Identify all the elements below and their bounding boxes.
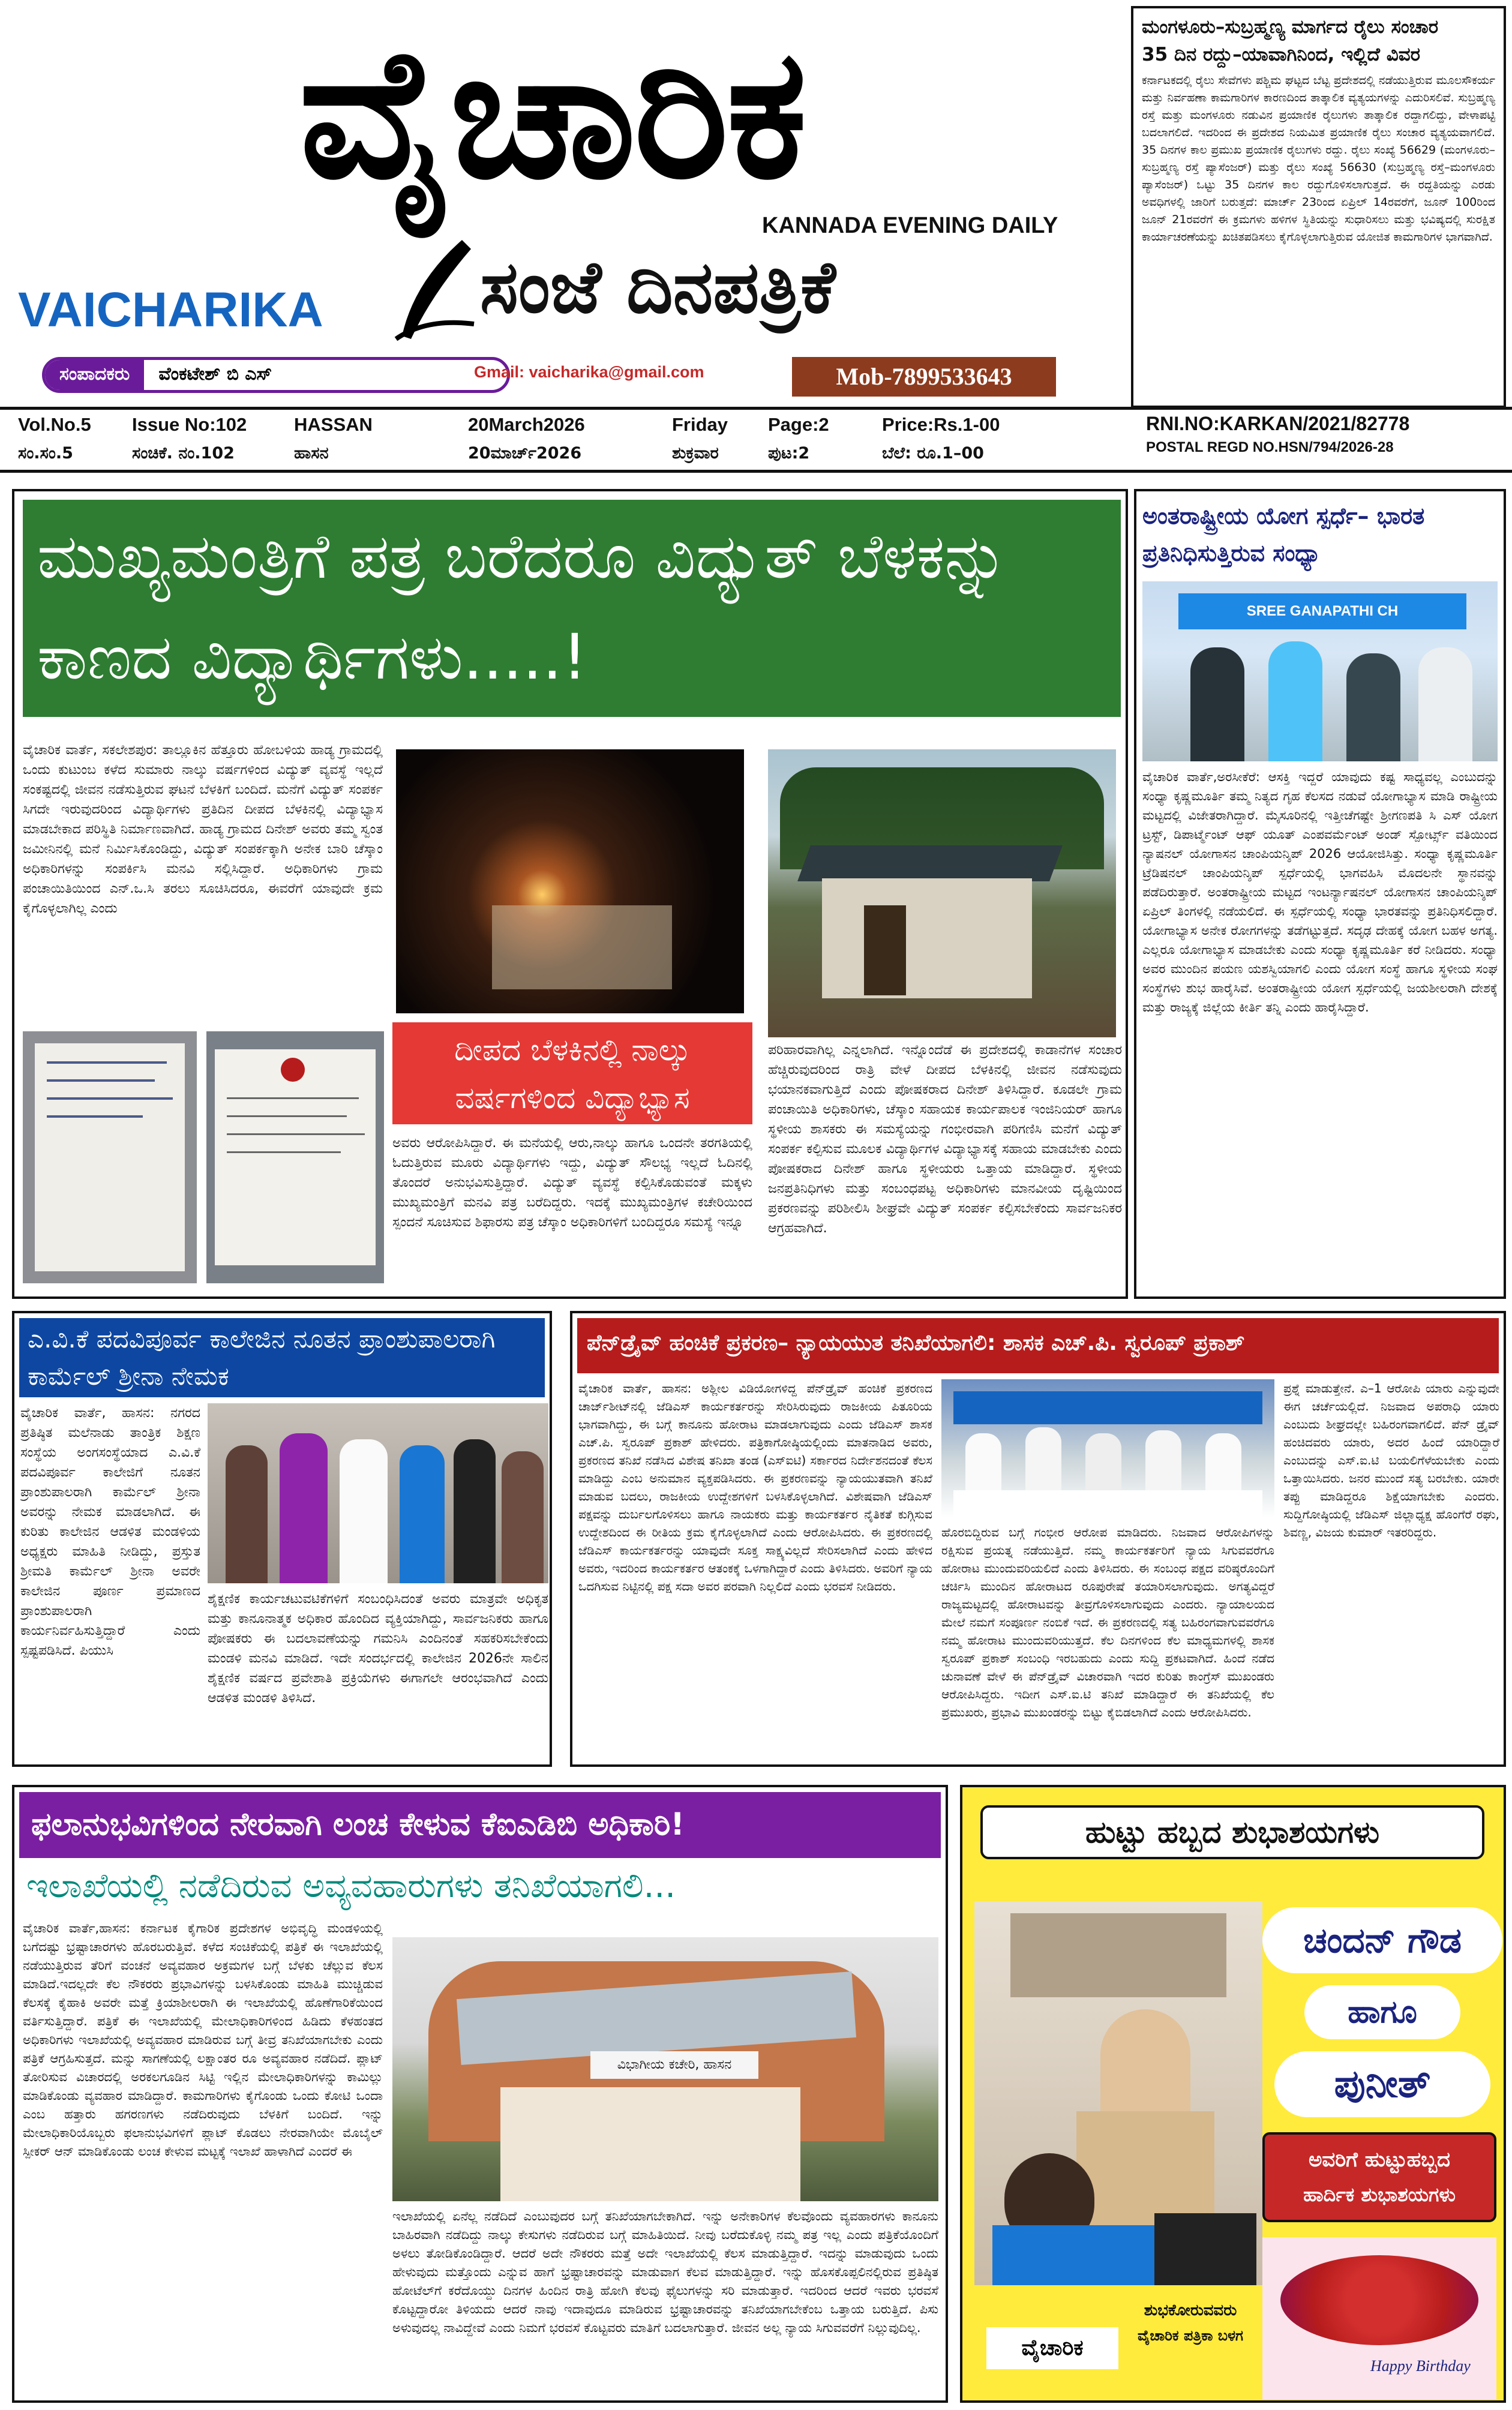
vol-kn: ಸಂ.ಸಂ.5 [18,444,73,463]
college-headline: ಎ.ವಿ.ಕೆ ಪದವಿಪೂರ್ವ ಕಾಲೇಜಿನ ನೂತನ ಪ್ರಾಂಶುಪಾಲರಾಗಿ ಕಾರ್ಮೆಲ್ ಶ್ರೀನಾ ನೇಮಕ [19,1318,545,1397]
date-en: 20March2026 [468,414,585,435]
birthday-name-1: ಚಂದನ್ ಗೌಡ [1262,1907,1502,1973]
masthead-title: ವೈಚಾರಿಕ [299,9,805,218]
birthday-footer [1112,2297,1268,2348]
press-meet-photo [941,1379,1274,1517]
issue-bar-rule-bottom [0,470,1512,473]
birthday-footer-2: ವೈಚಾರಿಕ ಪತ್ರಿಕಾ ಬಳಗ [1137,2327,1244,2344]
email: Gmail: vaicharika@gmail.com [474,363,704,381]
editor-badge [42,357,510,393]
yoga-story [1134,489,1506,1299]
college-col-1: ವೈಚಾರಿಕ ವಾರ್ತೆ, ಹಾಸನ: ನಗರದ ಪ್ರತಿಷ್ಠಿತ ಮಲೆನಾಡು ತಾಂತ್ರಿಕ ಶಿಕ್ಷಣ ಸಂಸ್ಥೆಯ ಅಂಗಸಂಸ್ಥೆಯಾದ ಎ.ವಿ.ಕೆ ಪದವಿಪೂರ್ವ ಕಾಲೇಜಿಗೆ ನೂತನ ಪ್ರಾಂಶುಪಾಲರಾಗಿ ಕಾರ್ಮೆಲ್ ಶ್ರೀನಾ ಅವರನ್ನು ನೇಮಕ ಮಾಡಲಾಗಿದೆ. ಈ ಕುರಿತು ಕಾಲೇಜಿನ ಆಡಳಿತ ಮಂಡಳಿಯ ಅಧ್ಯಕ್ಷರು ಮಾಹಿತಿ ನೀಡಿದ್ದು, ಪ್ರಸ್ತುತ ಶ್ರೀಮತಿ ಕಾರ್ಮೆಲ್ ಶ್ರೀನಾ ಅವರೇ ಕಾಲೇಜಿನ ಪೂರ್ಣ ಪ್ರಮಾಣದ ಪ್ರಾಂಶುಪಾಲರಾಗಿ ಕಾರ್ಯನಿರ್ವಹಿಸುತ್ತಿದ್ದಾರೆ ಎಂದು ಸ್ಪಷ್ಟಪಡಿಸಿದೆ. ಪಿಯುಸಿ [20,1406,200,1658]
place-en: HASSAN [294,414,373,435]
college-story [12,1311,552,1767]
masthead-latin-name: VAICHARIKA [18,283,323,337]
yoga-body: ವೈಚಾರಿಕ ವಾರ್ತೆ,ಅರಸೀಕೆರೆ: ಆಸಕ್ತಿ ಇದ್ದರೆ ಯಾವುದು ಕಷ್ಟ ಸಾಧ್ಯವಲ್ಲ ಎಂಬುದನ್ನು ಸಂಧ್ಯಾ ಕೃಷ್ಣಮೂರ್ತಿ ತಮ್ಮ ನಿತ್ಯದ ಗೃಹ ಕೆಲಸದ ನಡುವೆ ಯೋಗಾಭ್ಯಾಸ ಮಾಡಿ ರಾಷ್ಟ್ರೀಯ ಮಟ್ಟದಲ್ಲಿ ವಿಜೇತರಾಗಿದ್ದಾರೆ. ಮೈಸೂರಿನಲ್ಲಿ ಇತ್ತೀಚೆಗಷ್ಟೇ ಶ್ರೀಗಣಪತಿ ಸಿ ಎಸ್ ಯೋಗ ಟ್ರಸ್ಟ್, ಡಿಪಾರ್ಟ್ಮೆಂಟ್ ಆಫ್ ಯೂತ್ ಎಂಪವರ್ಮೆಂಟ್ ಅಂಡ್ ಸ್ಪೋರ್ಟ್ಸ್ ವತಿಯಿಂದ ನ್ಯಾಷನಲ್ ಯೋಗಾಸನ ಚಾಂಪಿಯನ್ಶಿಪ್ 2026 ಆಯೋಜಿಸಿತ್ತು. ಸಂಧ್ಯಾ ಕೃಷ್ಣಮೂರ್ತಿ ಟ್ರೆಡಿಷನಲ್ ಚಾಂಪಿಯನ್ಶಿಪ್ ಸ್ಪರ್ಧೆಯಲ್ಲಿ ಭಾಗವಹಿಸಿ ಮೊದಲನೇ ಸ್ಥಾನವನ್ನು ಪಡೆದಿರುತ್ತಾರೆ. ಅಂತರಾಷ್ಟ್ರೀಯ ಮಟ್ಟದ ಇಂಟರ್ನ್ಯಾಷನಲ್ ಯೋಗಾಸನ ಚಾಂಪಿಯನ್ಶಿಪ್ ಏಪ್ರಿಲ್ ತಿಂಗಳಲ್ಲಿ ನಡೆಯಲಿದೆ. ಈ ಸ್ಪರ್ಧೆಯಲ್ಲಿ ಸಂಧ್ಯಾ ಭಾರತವನ್ನು ಪ್ರತಿನಿಧಿಸಲಿದ್ದಾರೆ. ಯೋಗಾಭ್ಯಾಸ ಅನೇಕ ರೋಗಗಳನ್ನು ತಡೆಗಟ್ಟುತ್ತದೆ. ಸದೃಢ ದೇಹಕ್ಕೆ ಯೋಗ ಬಹಳ ಅಗತ್ಯ. ಎಲ್ಲರೂ ಯೋಗಾಭ್ಯಾಸ ಮಾಡಬೇಕು ಎಂದು ಸಂಧ್ಯಾ ಕೃಷ್ಣಮೂರ್ತಿ ಕರೆ ನೀಡಿದರು. ಸಂಧ್ಯಾ ಅವರ ಮುಂದಿನ ಪಯಣ ಯಶಸ್ವಿಯಾಗಲಿ ಎಂದು ಯೋಗ ಸಂಸ್ಥೆ ಹಾಗೂ ಸ್ಥಳೀಯ ಸಂಘ ಸಂಸ್ಥೆಗಳು ಶುಭ ಹಾರೈಸಿವೆ. ಅಂತರಾಷ್ಟ್ರೀಯ ಯೋಗ ಸ್ಪರ್ಧೆಯಲ್ಲಿ ಜಯಶೀಲರಾಗಿ ದೇಶಕ್ಕೆ ಮತ್ತು ರಾಜ್ಯಕ್ಕೆ ಜಿಲ್ಲೆಯ ಕೀರ್ತಿ ತನ್ನಿ ಎಂದು ಹಾರೈಸಿದ್ದಾರೆ. [1142,770,1498,1015]
vol-en: Vol.No.5 [18,414,91,435]
kiadb-office-photo [392,1937,938,2201]
pendrive-col-3: ಪ್ರಶ್ನೆ ಮಾಡುತ್ತೇನೆ. ಎ–1 ಆರೋಪಿ ಯಾರು ಎನ್ನುವುದೇ ಈಗ ಚರ್ಚೆಯಲ್ಲಿದೆ. ನಿಜವಾದ ಅಪರಾಧಿ ಯಾರು ಎಂಬುದು ಶೀಘ್ರದಲ್ಲೇ ಬಹಿರಂಗವಾಗಲಿದೆ. ಪೆನ್ ಡ್ರೈವ್ ಹಂಚಿದವರು ಯಾರು, ಅದರ ಹಿಂದೆ ಯಾರಿದ್ದಾರೆ ಎಂಬುದನ್ನು ಎಸ್.ಐ.ಟಿ ಬಯಲಿಗೆಳೆಯಬೇಕು ಎಂದು ಒತ್ತಾಯಿಸಿದರು. ಜನರ ಮುಂದೆ ಸತ್ಯ ಬರಬೇಕು. ಯಾರೇ ತಪ್ಪು ಮಾಡಿದ್ದರೂ ಶಿಕ್ಷೆಯಾಗಬೇಕು ಎಂದರು. ಸುದ್ದಿಗೋಷ್ಠಿಯಲ್ಲಿ ಜೆಡಿಎಸ್ ಜಿಲ್ಲಾಧ್ಯಕ್ಷ ಹೊಂಗೆರೆ ರಘು, ಶಿವಣ್ಣ, ವಿಜಯ ಕುಮಾರ್ ಇತರರಿದ್ದರು. [1283,1381,1499,1539]
letter-photo-1 [23,1031,197,1283]
rni-number: RNI.NO:KARKAN/2021/82778 [1146,413,1410,434]
kiadb-headline: ಫಲಾನುಭವಿಗಳಿಂದ ನೇರವಾಗಿ ಲಂಚ ಕೇಳುವ ಕೆಐಎಡಿಬಿ ಅಧಿಕಾರಿ! [19,1792,941,1858]
price-en: Price:Rs.1-00 [882,414,1000,435]
lead-headline: ಮುಖ್ಯಮಂತ್ರಿಗೆ ಪತ್ರ ಬರೆದರೂ ವಿದ್ಯುತ್ ಬೆಳಕನ್ನು ಕಾಣದ ವಿದ್ಯಾರ್ಥಿಗಳು.....! [23,500,1121,717]
postal-reg: POSTAL REGD NO.HSN/794/2026-28 [1146,439,1394,455]
price-kn: ಬೆಲೆ: ರೂ.1–00 [882,444,984,463]
pen-logo-icon [390,228,480,342]
birthday-footer-1: ಶುಭಕೋರುವವರು [1144,2301,1237,2319]
date-kn: 20ಮಾರ್ಚ್2026 [468,444,582,463]
lead-photo-caption: ದೀಪದ ಬೆಳಕಿನಲ್ಲಿ ನಾಲ್ಕು ವರ್ಷಗಳಿಂದ ವಿದ್ಯಾಭ್ಯಾಸ [392,1022,752,1124]
top-news-body: ಕರ್ನಾಟಕದಲ್ಲಿ ರೈಲು ಸೇವೆಗಳು ಪಶ್ಚಿಮ ಘಟ್ಟದ ಬೆಟ್ಟ ಪ್ರದೇಶದಲ್ಲಿ ನಡೆಯುತ್ತಿರುವ ಮೂಲಸೌಕರ್ಯ ಮತ್ತು ನಿರ್ವಹಣಾ ಕಾಮಗಾರಿಗಳ ಕಾರಣದಿಂದ ತಾತ್ಕಾಲಿಕ ವ್ಯತ್ಯಯಗಳನ್ನು ಎದುರಿಸಲಿವೆ. ಸುಬ್ರಹ್ಮಣ್ಯ ರಸ್ತೆ ಮತ್ತು ಮಂಗಳೂರು ನಡುವಿನ ಪ್ರಯಾಣಿಕ ರೈಲುಗಳು ತಾತ್ಕಾಲಿಕ ರದ್ದಾಗಲಿದ್ದು, ವೇಳಾಪಟ್ಟಿ ಬದಲಾಗಲಿದೆ. ಇದರಿಂದ ಈ ಪ್ರದೇಶದ ನಿಯಮಿತ ಪ್ರಯಾಣಿಕ ರೈಲು ಸಂಚಾರ ವ್ಯತ್ಯಯವಾಗಲಿದೆ. 35 ದಿನಗಳ ಕಾಲ ಪ್ರಮುಖ ಪ್ರಯಾಣಿಕ ರೈಲುಗಳು ರದ್ದು. ರೈಲು ಸಂಖ್ಯೆ 56629 (ಮಂಗಳೂರು–ಸುಬ್ರಹ್ಮಣ್ಯ ರಸ್ತೆ ಪ್ಯಾಸೆಂಜರ್) ಮತ್ತು ರೈಲು ಸಂಖ್ಯೆ 56630 (ಸುಬ್ರಹ್ಮಣ್ಯ ರಸ್ತೆ–ಮಂಗಳೂರು ಪ್ಯಾಸೆಂಜರ್) ಒಟ್ಟು 35 ದಿನಗಳ ಕಾಲ ರದ್ದುಗೊಳಿಸಲಾಗುತ್ತದೆ. ಈ ರದ್ದತಿಯನ್ನು ಎರಡು ಅವಧಿಗಳಲ್ಲಿ ಜಾರಿಗೆ ಬರುತ್ತದೆ: ಮಾರ್ಚ್ 23ರಿಂದ ಏಪ್ರಿಲ್ 14ರವರೆಗೆ, ಜೂನ್ 100ರಿಂದ ಜೂನ್ 21ರವರೆಗೆ ಈ ಕ್ರಮಗಳು ಹಳಿಗಳ ಸ್ಥಿತಿಯನ್ನು ಸುಧಾರಿಸಲು ಮತ್ತು ಭವಿಷ್ಯದಲ್ಲಿ ಸುರಕ್ಷಿತ ಕಾರ್ಯಾಚರಣೆಯನ್ನು ಖಚಿತಪಡಿಸಲು ಕೈಗೊಳ್ಳಲಾಗುತ್ತಿರುವ ಯೋಜಿತ ಕಾಮಗಾರಿಗಳ ಭಾಗವಾಗಿದೆ. [1142,74,1495,244]
kiadb-subheadline: ಇಲಾಖೆಯಲ್ಲಿ ನಡೆದಿರುವ ಅವ್ಯವಹಾರುಗಳು ತನಿಖೆಯಾಗಲಿ... [26,1866,676,1905]
yoga-banner: SREE GANAPATHI CH [1178,593,1466,629]
issue-kn: ಸಂಚಿಕೆ. ನಂ.102 [132,444,235,463]
lead-col-2: ಅವರು ಆರೋಪಿಸಿದ್ದಾರೆ. ಈ ಮನೆಯಲ್ಲಿ ಆರು,ನಾಲ್ಕು ಹಾಗೂ ಒಂದನೇ ತರಗತಿಯಲ್ಲಿ ಓದುತ್ತಿರುವ ಮೂರು ವಿದ್ಯಾರ್ಥಿಗಳು ಇದ್ದು, ವಿದ್ಯುತ್ ಸೌಲಭ್ಯ ಇಲ್ಲದೆ ಓದಿನಲ್ಲಿ ತೊಂದರೆ ಅನುಭವಿಸುತ್ತಿದ್ದಾರೆ. ವಿದ್ಯುತ್ ವ್ಯವಸ್ಥೆ ಕಲ್ಪಿಸಿಕೊಡುವಂತೆ ಮಕ್ಕಳು ಮುಖ್ಯಮಂತ್ರಿಗೆ ಮನವಿ ಪತ್ರ ಬರೆದಿದ್ದರು. ಇದಕ್ಕೆ ಮುಖ್ಯಮಂತ್ರಿಗಳ ಕಚೇರಿಯಿಂದ ಸ್ಪಂದನೆ ಸೂಚಿಸುವ ಶಿಫಾರಸು ಪತ್ರ ಚೆಸ್ಕಾಂ ಅಧಿಕಾರಿಗಳಿಗೆ ಬಂದಿದ್ದರೂ ಸಮಸ್ಯೆ ಇನ್ನೂ [392,1136,752,1230]
pendrive-col-1: ವೈಚಾರಿಕ ವಾರ್ತೆ, ಹಾಸನ: ಅಶ್ಲೀಲ ವಿಡಿಯೋಗಳಿದ್ದ ಪೆನ್‌ಡ್ರೈವ್ ಹಂಚಿಕೆ ಪ್ರಕರಣದ ಚಾರ್ಜ್‌ಶೀಟ್‌ನಲ್ಲಿ ಜೆಡಿಎಸ್ ಕಾರ್ಯಕರ್ತರನ್ನು ಸೇರಿಸಿರುವುದು ರಾಜಕೀಯ ಪಿತೂರಿಯ ಭಾಗವಾಗಿದ್ದು, ಈ ಬಗ್ಗೆ ಕಾನೂನು ಹೋರಾಟ ಮಾಡಲಾಗುವುದು ಎಂದು ಜೆಡಿಎಸ್ ಶಾಸಕ ಎಚ್.ಪಿ. ಸ್ವರೂಪ್ ಪ್ರಕಾಶ್ ಹೇಳಿದರು. ಪತ್ರಿಕಾಗೋಷ್ಠಿಯಲ್ಲಿಂದು ಮಾತನಾಡಿದ ಅವರು, ಪ್ರಕರಣದ ತನಿಖೆ ನಡೆಸಿದ ವಿಶೇಷ ತನಿಖಾ ತಂಡ (ಎಸ್‌ಐಟಿ) ಸರ್ಕಾರದ ನಿರ್ದೇಶನದಂತೆ ಕೆಲಸ ಮಾಡಿದ್ದು ಎಂಬ ಅನುಮಾನ ವ್ಯಕ್ತಪಡಿಸಿದರು. ಈ ಪ್ರಕರಣವನ್ನು ನ್ಯಾಯಯುತವಾಗಿ ತನಿಖೆ ಮಾಡುವ ಬದಲು, ರಾಜಕೀಯ ಉದ್ದೇಶಗಳಿಗೆ ಬಳಸಿಕೊಳ್ಳಲಾಗಿದೆ. ವಿಶೇಷವಾಗಿ ಜೆಡಿಎಸ್ ಪಕ್ಷವನ್ನು ದುರ್ಬಲಗೊಳಿಸಲು ಹಾಗೂ ನಾಯಕರು ಮತ್ತು ಕಾರ್ಯಕರ್ತರ ನೈತಿಕತೆ ಕುಗ್ಗಿಸುವ ಉದ್ದೇಶದಿಂದ ಈ ರೀತಿಯ ಕ್ರಮ ಕೈಗೊಳ್ಳಲಾಗಿದೆ ಎಂದು ಆರೋಪಿಸಿದರು. ಈ ಪ್ರಕರಣದಲ್ಲಿ ಜೆಡಿಎಸ್ ಕಾರ್ಯಕರ್ತರನ್ನು ಯಾವುದೇ ಸೂಕ್ತ ಸಾಕ್ಷ್ಯವಿಲ್ಲದೆ ಸೇರಿಸಲಾಗಿದೆ ಎಂದು ಹೇಳಿದ ಅವರು, ಇದರಿಂದ ಕಾರ್ಯಕರ್ತರ ಆತಂಕಕ್ಕೆ ಒಳಗಾಗಿದ್ದಾರೆ ಎಂದು ತಿಳಿಸಿದರು. ಅವರಿಗೆ ನ್ಯಾಯ ಒದಗಿಸುವ ನಿಟ್ಟಿನಲ್ಲಿ ಪಕ್ಷ ಸದಾ ಅವರ ಪರವಾಗಿ ನಿಲ್ಲಲಿದೆ ಎಂದು ಭರವಸೆ ನೀಡಿದರು. [578,1381,932,1593]
yoga-award-photo [1142,581,1498,761]
top-news-headline-1: ಮಂಗಳೂರು–ಸುಬ್ರಹ್ಮಣ್ಯ ಮಾರ್ಗದ ರೈಲು ಸಂಚಾರ [1142,16,1439,38]
office-sign: ವಿಭಾಗೀಯ ಕಚೇರಿ, ಹಾಸನ [590,2051,758,2079]
birthday-ad [960,1785,1506,2403]
editor-name: ವೆಂಕಟೇಶ್ ಬಿ ಎಸ್ [158,364,272,385]
page-en: Page:2 [768,414,829,435]
day-kn: ಶುಕ್ರವಾರ [672,444,719,463]
cake-text: Happy Birthday [1370,2357,1471,2375]
kiadb-story [12,1785,948,2403]
birthday-heading: ಹುಟ್ಟು ಹಬ್ಬದ ಶುಭಾಶಯಗಳು [980,1805,1484,1859]
birthday-name-2: ಪುನೀತ್ [1274,2051,1490,2117]
birthday-joiner: ಹಾಗೂ [1304,1985,1460,2039]
birthday-photo [974,1901,1262,2285]
birthday-logo: ವೈಚಾರಿಕ [986,2327,1118,2369]
pendrive-col-2: ಹೊರಬಿದ್ದಿರುವ ಬಗ್ಗೆ ಗಂಭೀರ ಆರೋಪ ಮಾಡಿದರು. ನಿಜವಾದ ಆರೋಪಿಗಳನ್ನು ರಕ್ಷಿಸುವ ಪ್ರಯತ್ನ ನಡೆಯುತ್ತಿದೆ. ನಮ್ಮ ಕಾರ್ಯಕರ್ತರಿಗೆ ನ್ಯಾಯ ಸಿಗುವವರೆಗೂ ಹೋರಾಟ ಮುಂದುವರಿಯಲಿದೆ ಎಂದು ತಿಳಿಸಿದರು. ಈ ಸಂಬಂಧ ಪಕ್ಷದ ವರಿಷ್ಠರೊಂದಿಗೆ ಚರ್ಚಿಸಿ ಮುಂದಿನ ಹೋರಾಟದ ರೂಪುರೇಷೆ ತಯಾರಿಸಲಾಗುವುದು. ಅಗತ್ಯವಿದ್ದರೆ ರಾಜ್ಯಮಟ್ಟದಲ್ಲಿ ಹೋರಾಟವನ್ನು ತೀವ್ರಗೊಳಿಸಲಾಗುವುದು ಎಂದರು. ನ್ಯಾಯಾಲಯದ ಮೇಲೆ ನಮಗೆ ಸಂಪೂರ್ಣ ನಂಬಿಕೆ ಇದೆ. ಈ ಪ್ರಕರಣದಲ್ಲಿ ಸತ್ಯ ಬಹಿರಂಗವಾಗುವವರೆಗೂ ನಮ್ಮ ಹೋರಾಟ ಮುಂದುವರಿಯುತ್ತದೆ. ಕೆಲ ದಿನಗಳಿಂದ ಕೆಲ ಮಾಧ್ಯಮಗಳಲ್ಲಿ ಶಾಸಕ ಸ್ವರೂಪ್ ಪ್ರಕಾಶ್ ಸಂಬಂಧಿ ಇರಬಹುದು ಎಂದು ಸುದ್ದಿ ಪ್ರಕಟವಾಗಿದೆ. ಹಿಂದೆ ನಡೆದ ಚುನಾವಣೆ ವೇಳೆ ಈ ಪೆನ್‌ಡ್ರೈವ್ ವಿಚಾರವಾಗಿ ಇದರ ಕುರಿತು ಕಾಂಗ್ರೆಸ್ ಮುಖಂಡರು ಆರೋಪಿಸಿದ್ದರು. ಇದೀಗ ಎಸ್.ಐ.ಟಿ ತನಿಖೆ ಮಾಡಿದ್ದಾರೆ ಈ ತನಿಖೆಯಲ್ಲಿ ಕೆಲ ಪ್ರಮುಖರು, ಪ್ರಭಾವಿ ಮುಖಂಡರನ್ನು ಬಿಟ್ಟು ಕೈಬಿಡಲಾಗಿದೆ ಎಂದು ಆರೋಪಿಸಿದರು. [941,1525,1274,1719]
page-kn: ಪುಟ:2 [768,444,810,463]
birthday-wish-1: ಅವರಿಗೆ ಹುಟ್ಟುಹಬ್ಬದ [1308,2148,1451,2172]
candle-photo [396,749,744,1013]
kiadb-col-2: ಇಲಾಖೆಯಲ್ಲಿ ಏನೆಲ್ಲ ನಡೆದಿದೆ ಎಂಬುವುದರ ಬಗ್ಗೆ ತನಿಖೆಯಾಗಬೇಕಾಗಿದೆ. ಇನ್ನು ಅನೇಕಾರಿಗಳ ಕೆಲವೊಂದು ವ್ಯವಹಾರಗಳು ಕಾನೂನು ಬಾಹಿರವಾಗಿ ನಡೆದಿದ್ದು ನಾಲ್ಕು ಕೇಸುಗಳು ನಡೆದಿರುವ ಬಗ್ಗೆ ಮಾಹಿತಿಯಿದೆ. ನೀವು ಬರೆದುಕೊಳ್ಳಿ ನಮ್ಮ ಪತ್ರ ಇಲ್ಲ ಎಂದು ಪತ್ರಿಕೆಯೊಂದಿಗೆ ಅಳಲು ತೋಡಿಕೊಂಡಿದ್ದಾರೆ. ಆದರೆ ಅದೇ ನೌಕರರು ಮತ್ತೆ ಅದೇ ಇಲಾಖೆಯಲ್ಲಿ ಕೆಲಸ ಮಾಡುತ್ತಿದ್ದಾರೆ. ಇದನ್ನು ಮಾಡುವುದು ಒಂದು ಹೇಳುವುದು ಮತ್ತೊಂದು ಎನ್ನುವ ಹಾಗೆ ಭ್ರಷ್ಟಾಚಾರವನ್ನು ಮಾಡುವಾಗ ಕೆಲವ ಮಾಡುತ್ತಿದ್ದಾರೆ. ಇನ್ನು ಹೊಸಕೊಪ್ಪಲಿನಲ್ಲಿರುವ ಪ್ರತಿಷ್ಠಿತ ಹೋಟೆಲ್‌ಗೆ ಕರೆದೊಯ್ದು ದಿನಗಳ ಹಿಂದಿನ ರಾತ್ರಿ ಹೋಗಿ ಕೆಲವು ಫೈಲುಗಳನ್ನು ಸರಿ ಮಾಡುತ್ತಾರೆ. ಇದರಿಂದ ಆದರೆ ಇವರು ಭರವಸೆ ಕೊಟ್ಟದ್ದಾರೋ ತಿಳಿಯದು ಆದರೆ ನಾವು ಇದಾವುದೂ ಮಾಡಿರುವ ಭ್ರಷ್ಟಾಚಾರವನ್ನು ತನಿಖೆಯಾಗಬೇಕೆಂಬ ಒತ್ತಾಯ ಬರುತ್ತಿದೆ. ಪಿಸು ಅಳುವುದಲ್ಲ ನಾವಿದ್ದೇವೆ ಎಂದು ನಿಮಗೆ ಭರವಸೆ ಕೊಟ್ಟವರು ಮಾತಿಗೆ ಬದಲಾಗುತ್ತಾರೆ. ಜೀವನ ಅಲ್ಲ ನ್ಯಾಯ ಸಿಗುವವರೆಗೆ ನಿಲ್ಲುವುದಿಲ್ಲ. [392,2209,938,2335]
college-group-photo [208,1403,548,1583]
letter-photo-2 [206,1031,384,1283]
birthday-cake-image [1262,2237,1496,2399]
college-col-2: ಶೈಕ್ಷಣಿಕ ಕಾರ್ಯಚಟುವಟಿಕೆಗಳಿಗೆ ಸಂಬಂಧಿಸಿದಂತೆ ಅವರು ಮಾತ್ರವೇ ಅಧಿಕೃತ ಮತ್ತು ಕಾನೂನಾತ್ಮಕ ಅಧಿಕಾರ ಹೊಂದಿದ ವ್ಯಕ್ತಿಯಾಗಿದ್ದು, ಸಾರ್ವಜನಿಕರು ಹಾಗೂ ಪೋಷಕರು ಈ ಬದಲಾವಣೆಯನ್ನು ಗಮನಿಸಿ ಎಂದಿನಂತೆ ಸಹಕರಿಸಬೇಕೆಂದು ಮಂಡಳಿ ಮನವಿ ಮಾಡಿದೆ. ಇದೇ ಸಂದರ್ಭದಲ್ಲಿ ಕಾಲೇಜಿನ 2026ನೇ ಸಾಲಿನ ಶೈಕ್ಷಣಿಕ ವರ್ಷದ ಪ್ರವೇಶಾತಿ ಪ್ರಕ್ರಿಯೆಗಳು ಈಗಾಗಲೇ ಆರಂಭವಾಗಿದೆ ಎಂದು ಆಡಳಿತ ಮಂಡಳಿ ತಿಳಿಸಿದೆ. [208,1592,548,1706]
birthday-wish-box [1262,2132,1496,2222]
mobile-badge: Mob-7899533643 [792,357,1056,397]
kiadb-col-1: ವೈಚಾರಿಕ ವಾರ್ತೆ,ಹಾಸನ: ಕರ್ನಾಟಕ ಕೈಗಾರಿಕ ಪ್ರದೇಶಗಳ ಅಭಿವೃದ್ಧಿ ಮಂಡಳಿಯಲ್ಲಿ ಬಗೆದಷ್ಟು ಭ್ರಷ್ಟಾಚಾರಗಳು ಹೊರಬರುತ್ತಿವೆ. ಕಳೆದ ಸಂಚಿಕೆಯಲ್ಲಿ ಪತ್ರಿಕೆ ಈ ಇಲಾಖೆಯಲ್ಲಿ ನಡೆಯುತ್ತಿರುವ ತೆರಿಗೆ ವಂಚನೆ ಅವ್ಯವಹಾರ ಅಕ್ರಮಗಳ ಬಗ್ಗೆ ಬೆಳಕು ಚೆಲ್ಲುವ ಕೆಲಸ ಮಾಡಿದೆ.ಇದಲ್ಲದೇ ಕೆಲ ನೌಕರರು ಪ್ರಭಾವಿಗಳನ್ನು ಬಳಸಿಕೊಂಡು ಮಾಹಿತಿ ಮುಚ್ಚಿಡುವ ಕೆಲಸಕ್ಕೆ ಕೈಹಾಕಿ ಅವರೇ ಮತ್ತೆ ಕ್ರಿಯಾಶೀಲರಾಗಿ ಈ ಇಲಾಖೆಯಲ್ಲಿ ಹೊಣೆಗಾರಿಕೆಯಿಂದ ವರ್ತಿಸುತ್ತಿದ್ದಾರೆ. ಪತ್ರಿಕೆ ಈ ಇಲಾಖೆಯಲ್ಲಿ ಮೇಲಾಧಿಕಾರಿಗಳಿಂದ ಹಿಡಿದು ಕೆಳಹಂತದ ಅಧಿಕಾರಿಗಳು ಇಲಾಖೆಯಲ್ಲಿ ಅವ್ಯವಹಾರ ಮಾಡಿರುವ ಬಗ್ಗೆ ತೀವ್ರ ತನಿಖೆಯಾಗಬೇಕು ಎಂದು ಪತ್ರಿಕೆ ಆಗ್ರಹಿಸುತ್ತದೆ. ಮನ್ನು ಸಾಗಣೆಯಲ್ಲಿ ಲಕ್ಷಾಂತರ ರೂ ಅವ್ಯವಹಾರ ನಡೆದಿದೆ. ಪ್ಲಾಟ್ ತೋರಿಸುವ ವಿಚಾರದಲ್ಲಿ ಅರಕಲಗೂಡಿನ ಸಿಟ್ಟಿ ಇಲ್ಲಿನ ಮೇಲಾಧಿಕಾರಿಗಳನ್ನು ಕಾಮಿಲ್ಲು ಮಾಡಿಕೊಂಡು ವ್ಯವಹಾರ ಮಾಡಿದ್ದಾರೆ. ಕಾಮಗಾರಿಗಳು ಕೈಗೊಂಡು ಒಂದು ಕೋಟಿ ಒಂದಾ ಎಂಬ ಹತ್ತಾರು ಹಗರಣಗಳು ನಡೆದಿರುವುದು ಬೆಳಕಿಗೆ ಬಂದಿದೆ. ಇನ್ನು ಮೇಲಾಧಿಕಾರಿಯೊಬ್ಬರು ಫಲಾನುಭವಿಗಳಿಗೆ ಪ್ಲಾಟ್ ಕೊಡಲು ನೇರವಾಗಿಯೇ ಮೊಬೈಲ್ ಸ್ಪೀಕರ್ ಆನ್ ಮಾಡಿಕೊಂಡು ಲಂಚ ಕೇಳುವ ಮಟ್ಟಕ್ಕೆ ಇಲಾಖೆ ಹಾಳಾಗಿದೆ ಎಂದರೆ ಈ [23,1921,383,2159]
lead-col-1: ವೈಚಾರಿಕ ವಾರ್ತೆ, ಸಕಲೇಶಪುರ: ತಾಲ್ಲೂಕಿನ ಹೆತ್ತೂರು ಹೋಬಳಿಯ ಹಾಡ್ಯ ಗ್ರಾಮದಲ್ಲಿ ಒಂದು ಕುಟುಂಬ ಕಳೆದ ಸುಮಾರು ನಾಲ್ಕು ವರ್ಷಗಳಿಂದ ವಿದ್ಯುತ್ ವ್ಯವಸ್ಥೆ ಇಲ್ಲದೆ ಸಂಕಷ್ಟದಲ್ಲಿ ಜೀವನ ನಡೆಸುತ್ತಿರುವ ಘಟನೆ ಬೆಳಕಿಗೆ ಬಂದಿದೆ. ಮನೆಗೆ ವಿದ್ಯುತ್ ಸಂಪರ್ಕ ಸಿಗದೇ ಇರುವುದರಿಂದ ವಿದ್ಯಾರ್ಥಿಗಳು ಪ್ರತಿದಿನ ದೀಪದ ಬೆಳಕಿನಲ್ಲಿ ವಿದ್ಯಾಭ್ಯಾಸ ಮಾಡಬೇಕಾದ ಪರಿಸ್ಥಿತಿ ನಿರ್ಮಾಣವಾಗಿದೆ. ಹಾಡ್ಯ ಗ್ರಾಮದ ದಿನೇಶ್ ಅವರು ತಮ್ಮ ಸ್ವಂತ ಜಮೀನಿನಲ್ಲಿ ಮನೆ ನಿರ್ಮಿಸಿಕೊಂಡಿದ್ದು, ವಿದ್ಯುತ್ ಸಂಪರ್ಕಕ್ಕಾಗಿ ಅನೇಕ ಬಾರಿ ಚೆಸ್ಕಾಂ ಅಧಿಕಾರಿಗಳನ್ನು ಸಂಪರ್ಕಿಸಿ ಮನವಿ ಸಲ್ಲಿಸಿದ್ದಾರೆ. ಅಧಿಕಾರಿಗಳು ಗ್ರಾಮ ಪಂಚಾಯಿತಿಯಿಂದ ಎನ್.ಒ.ಸಿ ತರಲು ಸೂಚಿಸಿದರೂ, ಈವರೆಗೆ ಯಾವುದೇ ಕ್ರಮ ಕೈಗೊಳ್ಳಲಾಗಿಲ್ಲ ಎಂದು [23,743,383,916]
editor-label: ಸಂಪಾದಕರು [45,360,144,390]
issue-bar-rule-top [0,407,1512,410]
lead-story [12,489,1128,1299]
top-news-box [1131,6,1506,408]
pendrive-headline: ಪೆನ್‌ಡ್ರೈವ್ ಹಂಚಿಕೆ ಪ್ರಕರಣ– ನ್ಯಾಯಯುತ ತನಿಖೆಯಾಗಲಿ: ಶಾಸಕ ಎಚ್.ಪಿ. ಸ್ವರೂಪ್ ಪ್ರಕಾಶ್ [577,1318,1499,1373]
pendrive-story [570,1311,1506,1767]
issue-en: Issue No:102 [132,414,247,435]
house-photo [768,749,1116,1037]
yoga-headline: ಅಂತರಾಷ್ಟ್ರೀಯ ಯೋಗ ಸ್ಪರ್ಧೆ– ಭಾರತ ಪ್ರತಿನಿಧಿಸುತ್ತಿರುವ ಸಂಧ್ಯಾ [1142,503,1425,566]
day-en: Friday [672,414,728,435]
top-news-headline-2: 35 ದಿನ ರದ್ದು–ಯಾವಾಗಿನಿಂದ, ಇಲ್ಲಿದೆ ವಿವರ [1142,44,1421,65]
masthead-subtitle-en: KANNADA EVENING DAILY [762,213,1058,238]
lead-col-3: ಪರಿಹಾರವಾಗಿಲ್ಲ ಎನ್ನಲಾಗಿದೆ. ಇನ್ನೊಂದೆಡೆ ಈ ಪ್ರದೇಶದಲ್ಲಿ ಕಾಡಾನೆಗಳ ಸಂಚಾರ ಹೆಚ್ಚಿರುವುದರಿಂದ ರಾತ್ರಿ ವೇಳೆ ದೀಪದ ಬೆಳಕಿನಲ್ಲಿ ಜೀವನ ನಡೆಸುವುದು ಭಯಾನಕವಾಗುತ್ತಿದೆ ಎಂದು ಪೋಷಕರಾದ ದಿನೇಶ್ ತಿಳಿಸಿದ್ದಾರೆ. ಕೂಡಲೇ ಗ್ರಾಮ ಪಂಚಾಯಿತಿ ಅಧಿಕಾರಿಗಳು, ಚೆಸ್ಕಾಂ ಸಹಾಯಕ ಕಾರ್ಯಪಾಲಕ ಇಂಜಿನಿಯರ್ ಹಾಗೂ ಸ್ಥಳೀಯ ಶಾಸಕರು ಈ ಸಮಸ್ಯೆಯನ್ನು ಗಂಭೀರವಾಗಿ ಪರಿಗಣಿಸಿ ಮನೆಗೆ ವಿದ್ಯುತ್ ಸಂಪರ್ಕ ಕಲ್ಪಿಸುವ ಮೂಲಕ ವಿದ್ಯಾರ್ಥಿಗಳ ವಿದ್ಯಾಭ್ಯಾಸಕ್ಕೆ ಸಹಾಯ ಮಾಡಬೇಕು ಎಂದು ಪೋಷಕರಾದ ದಿನೇಶ್ ಹಾಗೂ ಸ್ಥಳೀಯರು ಒತ್ತಾಯ ಮಾಡಿದ್ದಾರೆ. ಸ್ಥಳೀಯ ಜನಪ್ರತಿನಿಧಿಗಳು ಮತ್ತು ಸಂಬಂಧಪಟ್ಟ ಅಧಿಕಾರಿಗಳು ಮಾನವೀಯ ದೃಷ್ಟಿಯಿಂದ ಪ್ರಕರಣವನ್ನು ಪರಿಶೀಲಿಸಿ ಶೀಘ್ರವೇ ವಿದ್ಯುತ್ ಸಂಪರ್ಕ ಕಲ್ಪಿಸಬೇಕೆಂದು ಸಾರ್ವಜನಿಕರ ಆಗ್ರಹವಾಗಿದೆ. [768,1043,1122,1236]
place-kn: ಹಾಸನ [294,444,329,463]
birthday-wish-2: ಹಾರ್ದಿಕ ಶುಭಾಶಯಗಳು [1303,2183,1456,2206]
masthead-subtitle-kn: ಸಂಜೆ ದಿನಪತ್ರಿಕೆ [480,246,836,329]
